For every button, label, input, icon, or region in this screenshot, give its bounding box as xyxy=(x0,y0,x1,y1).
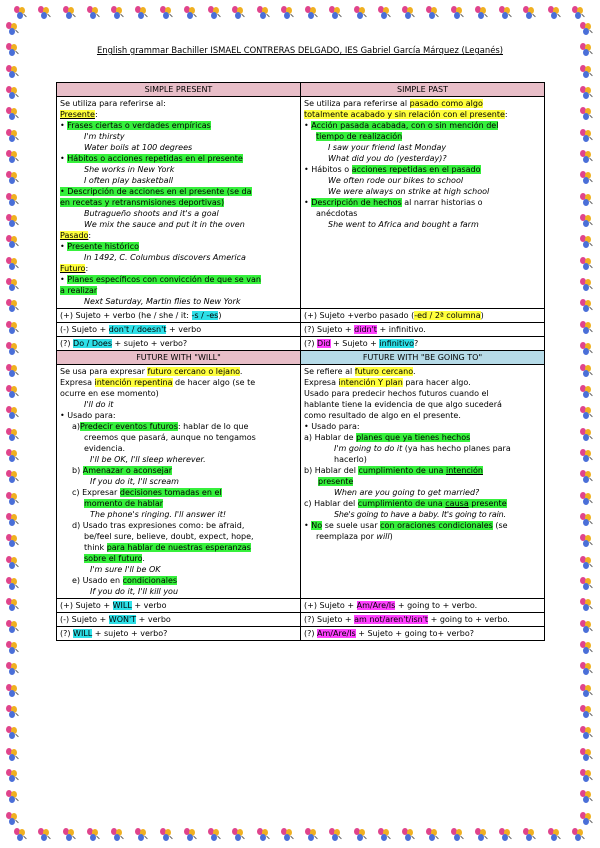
balloon-icon xyxy=(281,6,295,20)
balloon-icon xyxy=(580,641,594,655)
balloon-icon xyxy=(499,828,513,842)
balloon-icon xyxy=(580,556,594,570)
balloon-icon xyxy=(426,6,440,20)
balloon-icon xyxy=(6,492,20,506)
balloon-icon xyxy=(354,6,368,20)
present-question: (?) Do / Does + sujeto + verbo? xyxy=(57,337,301,351)
will-negative: (-) Sujeto + WON'T + verbo xyxy=(57,613,301,627)
future-going-to-cell: Se refiere al futuro cercano. Expresa intención Y plan para hacer algo. Usado para predecir hechos futuros cuando el hablante tiene la evidencia de que algo sucederá como resultado de algo en el presente. • Usado para: a) Hablar de planes que ya tienes hechos I'm going to do it (ya has hecho planes para hacerlo) b) Hablar del cumplimiento de una intención presente When are you going to get married? c) Hablar del cumplimiento de una causa presente She's going to have a baby. It's going to rain. • No se suele usar con oraciones condicionales (se reemplaza por will) xyxy=(301,365,545,599)
balloon-icon xyxy=(580,428,594,442)
balloon-icon xyxy=(451,828,465,842)
balloon-icon xyxy=(6,214,20,228)
future-will-title: FUTURE WITH "WILL" xyxy=(57,351,301,365)
balloon-icon xyxy=(580,22,594,36)
balloon-icon xyxy=(580,364,594,378)
present-affirmative: (+) Sujeto + verbo (he / she / it: -s / -es) xyxy=(57,309,301,323)
balloon-icon xyxy=(6,726,20,740)
balloon-icon xyxy=(6,641,20,655)
balloon-icon xyxy=(580,620,594,634)
balloon-icon xyxy=(580,193,594,207)
balloon-icon xyxy=(208,828,222,842)
balloon-icon xyxy=(6,107,20,121)
left-balloon-border xyxy=(6,22,20,826)
will-affirmative: (+) Sujeto + WILL + verbo xyxy=(57,599,301,613)
balloon-icon xyxy=(451,6,465,20)
balloon-icon xyxy=(580,257,594,271)
balloon-icon xyxy=(111,828,125,842)
balloon-icon xyxy=(6,193,20,207)
grammar-table xyxy=(56,82,545,641)
balloon-icon xyxy=(580,790,594,804)
balloon-icon xyxy=(523,828,537,842)
balloon-icon xyxy=(580,171,594,185)
balloon-icon xyxy=(572,828,586,842)
balloon-icon xyxy=(6,171,20,185)
balloon-icon xyxy=(135,6,149,20)
balloon-icon xyxy=(580,705,594,719)
balloon-icon xyxy=(232,828,246,842)
balloon-icon xyxy=(6,662,20,676)
balloon-icon xyxy=(160,6,174,20)
future-going-to-title: FUTURE WITH "BE GOING TO" xyxy=(301,351,545,365)
balloon-icon xyxy=(6,385,20,399)
balloon-icon xyxy=(38,828,52,842)
simple-past-title: SIMPLE PAST xyxy=(301,83,545,97)
balloon-icon xyxy=(580,235,594,249)
balloon-icon xyxy=(6,406,20,420)
balloon-icon xyxy=(329,828,343,842)
balloon-icon xyxy=(580,107,594,121)
future-will-cell: Se usa para expresar futuro cercano o lejano. Expresa intención repentina de hacer algo (se te ocurre en ese momento) I'll do it • Usado para: a)Predecir eventos futuros: hablar de lo que creemos que pasará, aunque no tengamos evidencia. I'll be OK, I'll sleep wherever. b) Amenazar o aconsejar If you do it, I'll scream c) Expresar decisiones tomadas en el momento de hablar The phone's ringing. I'll answer it! d) Usado tras expresiones como: be afraid, be/feel sure, believe, doubt, expect, hope, think para hablar de nuestras esperanzas sobre el futuro. I'm sure I'll be OK e) Usado en condicionales If you do it, I'll kill you xyxy=(57,365,301,599)
balloon-icon xyxy=(6,321,20,335)
balloon-icon xyxy=(6,620,20,634)
balloon-icon xyxy=(87,828,101,842)
balloon-icon xyxy=(14,828,28,842)
balloon-icon xyxy=(281,828,295,842)
balloon-icon xyxy=(232,6,246,20)
balloon-icon xyxy=(135,828,149,842)
balloon-icon xyxy=(580,278,594,292)
balloon-icon xyxy=(580,513,594,527)
balloon-icon xyxy=(580,86,594,100)
balloon-icon xyxy=(580,534,594,548)
balloon-icon xyxy=(111,6,125,20)
balloon-icon xyxy=(580,748,594,762)
going-to-negative: (?) Sujeto + am not/aren't/isn't + going to + verbo. xyxy=(301,613,545,627)
balloon-icon xyxy=(6,534,20,548)
balloon-icon xyxy=(257,828,271,842)
balloon-icon xyxy=(6,364,20,378)
balloon-icon xyxy=(354,828,368,842)
balloon-icon xyxy=(6,299,20,313)
balloon-icon xyxy=(208,6,222,20)
balloon-icon xyxy=(580,598,594,612)
balloon-icon xyxy=(6,470,20,484)
balloon-icon xyxy=(184,6,198,20)
balloon-icon xyxy=(329,6,343,20)
balloon-icon xyxy=(6,684,20,698)
balloon-icon xyxy=(305,828,319,842)
balloon-icon xyxy=(6,769,20,783)
balloon-icon xyxy=(6,342,20,356)
balloon-icon xyxy=(580,299,594,313)
balloon-icon xyxy=(6,812,20,826)
balloon-icon xyxy=(6,86,20,100)
right-balloon-border xyxy=(580,22,594,826)
balloon-icon xyxy=(580,470,594,484)
balloon-icon xyxy=(6,257,20,271)
balloon-icon xyxy=(63,6,77,20)
balloon-icon xyxy=(580,812,594,826)
balloon-icon xyxy=(499,6,513,20)
balloon-icon xyxy=(6,65,20,79)
top-balloon-border xyxy=(14,6,586,20)
balloon-icon xyxy=(6,22,20,36)
balloon-icon xyxy=(475,828,489,842)
balloon-icon xyxy=(580,684,594,698)
balloon-icon xyxy=(580,385,594,399)
balloon-icon xyxy=(6,278,20,292)
past-affirmative: (+) Sujeto +verbo pasado (-ed / 2ª columna) xyxy=(301,309,545,323)
balloon-icon xyxy=(184,828,198,842)
balloon-icon xyxy=(6,449,20,463)
balloon-icon xyxy=(6,577,20,591)
simple-present-cell: Se utiliza para referirse al: Presente: • Frases ciertas o verdades empíricas I'm thirsty Water boils at 100 degrees • Hábitos o acciones repetidas en el presente She works in New York I often play basketball • Descripción de acciones en el presente (se da en recetas y retransmisiones deportivas) Butragueño shoots and it's a goal We mix the sauce and put it in the oven Pasado: • Presente histórico In 1492, C. Columbus discovers America Futuro: • Planes específicos con convicción de que se van a realizar Next Saturday, Martin flies to New York xyxy=(57,97,301,309)
balloon-icon xyxy=(6,705,20,719)
balloon-icon xyxy=(378,828,392,842)
simple-present-title: SIMPLE PRESENT xyxy=(57,83,301,97)
balloon-icon xyxy=(580,150,594,164)
going-to-affirmative: (+) Sujeto + Am/Are/Is + going to + verbo. xyxy=(301,599,545,613)
balloon-icon xyxy=(580,129,594,143)
balloon-icon xyxy=(580,406,594,420)
simple-past-cell: Se utiliza para referirse al pasado como algo totalmente acabado y sin relación con el presente: • Acción pasada acabada, con o sin mención del tiempo de realización I saw your friend last Monday What did you do (yesterday)? • Hábitos o acciones repetidas en el pasado We often rode our bikes to school We were always on strike at high school • Descripción de hechos al narrar historias o anécdotas She went to Africa and bought a farm xyxy=(301,97,545,309)
present-negative: (-) Sujeto + don't / doesn't + verbo xyxy=(57,323,301,337)
balloon-icon xyxy=(63,828,77,842)
balloon-icon xyxy=(572,6,586,20)
balloon-icon xyxy=(6,513,20,527)
balloon-icon xyxy=(580,726,594,740)
balloon-icon xyxy=(6,150,20,164)
balloon-icon xyxy=(580,321,594,335)
balloon-icon xyxy=(580,769,594,783)
balloon-icon xyxy=(6,790,20,804)
balloon-icon xyxy=(6,428,20,442)
balloon-icon xyxy=(580,214,594,228)
balloon-icon xyxy=(6,556,20,570)
balloon-icon xyxy=(580,662,594,676)
balloon-icon xyxy=(402,6,416,20)
balloon-icon xyxy=(580,492,594,506)
will-question: (?) WILL + sujeto + verbo? xyxy=(57,627,301,641)
balloon-icon xyxy=(548,828,562,842)
balloon-icon xyxy=(6,235,20,249)
balloon-icon xyxy=(378,6,392,20)
balloon-icon xyxy=(160,828,174,842)
balloon-icon xyxy=(580,577,594,591)
balloon-icon xyxy=(6,598,20,612)
balloon-icon xyxy=(548,6,562,20)
balloon-icon xyxy=(6,748,20,762)
balloon-icon xyxy=(87,6,101,20)
past-question: (?) Did + Sujeto + infinitivo? xyxy=(301,337,545,351)
balloon-icon xyxy=(580,449,594,463)
balloon-icon xyxy=(257,6,271,20)
going-to-question: (?) Am/Are/Is + Sujeto + going to+ verbo? xyxy=(301,627,545,641)
balloon-icon xyxy=(580,65,594,79)
past-negative: (?) Sujeto + didn't + infinitivo. xyxy=(301,323,545,337)
balloon-icon xyxy=(38,6,52,20)
balloon-icon xyxy=(426,828,440,842)
balloon-icon xyxy=(580,342,594,356)
balloon-icon xyxy=(14,6,28,20)
balloon-icon xyxy=(475,6,489,20)
balloon-icon xyxy=(402,828,416,842)
balloon-icon xyxy=(523,6,537,20)
bottom-balloon-border xyxy=(14,828,586,842)
balloon-icon xyxy=(305,6,319,20)
document-header: English grammar Bachiller ISMAEL CONTRERAS DELGADO, IES Gabriel García Márquez (Leganés) xyxy=(96,45,503,55)
balloon-icon xyxy=(6,129,20,143)
